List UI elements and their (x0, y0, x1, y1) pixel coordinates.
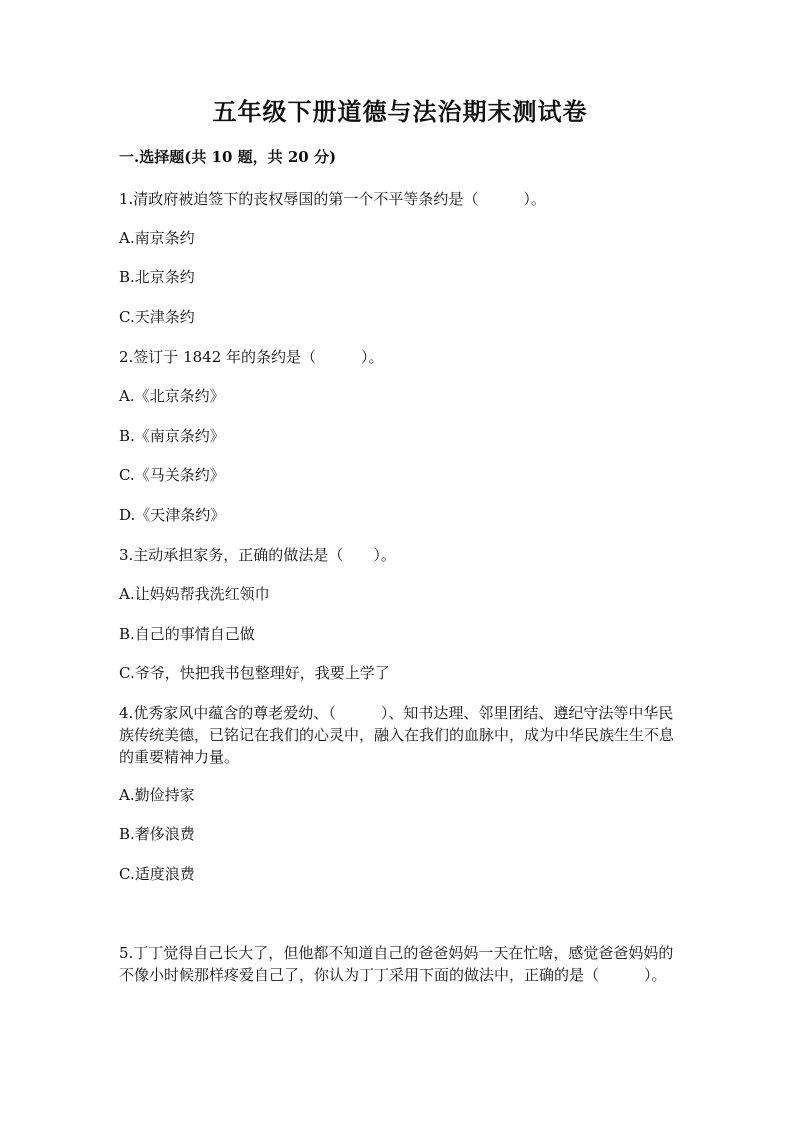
exam-title: 五年级下册道德与法治期末测试卷 (212, 97, 588, 126)
section-heading: 一.选择题(共 10 题，共 20 分) (119, 148, 337, 166)
question-3-stem: 3.主动承担家务，正确的做法是（ ）。 (119, 546, 396, 564)
question-4-option-b: B.奢侈浪费 (119, 825, 195, 843)
question-2-stem: 2.签订于 1842 年的条约是（ ）。 (119, 348, 384, 366)
question-1-option-a: A.南京条约 (119, 229, 195, 247)
question-2-option-b: B.《南京条约》 (119, 427, 225, 445)
question-2-option-a: A.《北京条约》 (119, 387, 225, 405)
question-4-stem: 4.优秀家风中蕴含的尊老爱幼、（ ）、知书达理、邻里团结、遵纪守法等中华民族传统美德，已铭记在我们的心灵中，融入在我们的血脉中，成为中华民族生生不息的重要精神力量。 (119, 704, 675, 766)
question-4-option-a: A.勤俭持家 (119, 786, 195, 804)
question-3-option-c: C.爷爷，快把我书包整理好，我要上学了 (119, 664, 390, 682)
question-2-option-c: C.《马关条约》 (119, 466, 225, 484)
question-2-option-d: D.《天津条约》 (119, 506, 226, 524)
question-1-option-c: C.天津条约 (119, 308, 195, 326)
question-4-option-c: C.适度浪费 (119, 865, 195, 883)
question-5-stem: 5.丁丁觉得自己长大了，但他都不知道自己的爸爸妈妈一天在忙啥，感觉爸爸妈妈的不像小时候那样疼爱自己了，你认为丁丁采用下面的做法中，正确的是（ ）。 (119, 944, 674, 984)
question-1-option-b: B.北京条约 (119, 268, 195, 286)
question-1-stem: 1.清政府被迫签下的丧权辱国的第一个不平等条约是（ ）。 (119, 190, 546, 208)
question-3-option-b: B.自己的事情自己做 (119, 625, 255, 643)
question-3-option-a: A.让妈妈帮我洗红领巾 (119, 585, 270, 603)
